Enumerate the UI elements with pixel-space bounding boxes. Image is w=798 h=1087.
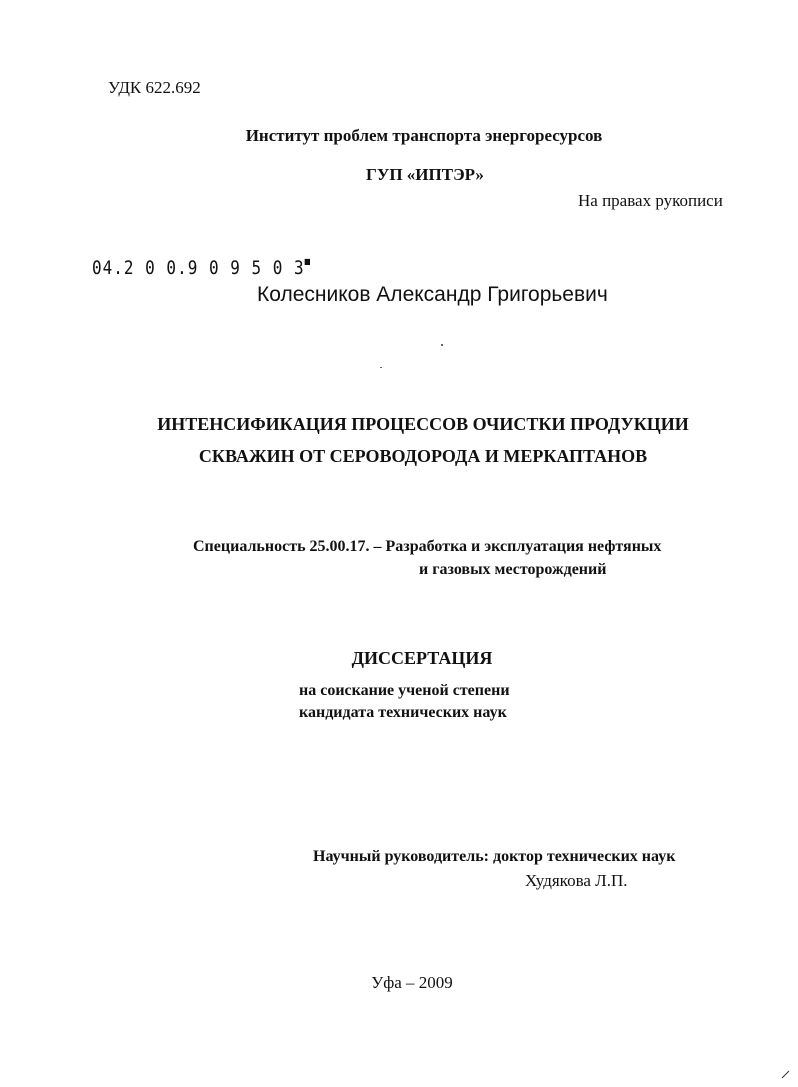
work-type: ДИССЕРТАЦИЯ — [351, 648, 493, 668]
degree-line-2: кандидата технических наук — [299, 704, 507, 721]
title-line-2: СКВАЖИН ОТ СЕРОВОДОРОДА И МЕРКАПТАНОВ — [198, 446, 648, 466]
specialty-line-1: Специальность 25.00.17. – Разработка и эксплуатация нефтяных — [193, 538, 662, 555]
udk-code: УДК 622.692 — [108, 78, 201, 97]
stamp-number: 04.2 0 0.9 0 9 5 0 3 — [92, 256, 305, 279]
institute-name: Институт проблем транспорта энергоресурсов — [245, 126, 603, 145]
organization-name: ГУП «ИПТЭР» — [366, 165, 484, 184]
manuscript-rights: На правах рукописи — [578, 191, 723, 210]
stamp-mark: ■ — [304, 256, 312, 269]
scan-speck — [380, 367, 382, 368]
supervisor-name: Худякова Л.П. — [525, 871, 628, 890]
dissertation-title — [0, 408, 798, 472]
degree-line-1: на соискание ученой степени — [299, 682, 510, 699]
scan-corner-mark — [780, 1068, 792, 1080]
supervisor-label: Научный руководитель: доктор технических наук — [313, 848, 676, 865]
title-line-1: ИНТЕНСИФИКАЦИЯ ПРОЦЕССОВ ОЧИСТКИ ПРОДУКЦИИ — [157, 414, 689, 434]
specialty-line-2: и газовых месторождений — [419, 561, 607, 578]
city-year: Уфа – 2009 — [371, 973, 453, 992]
scan-speck — [441, 344, 443, 346]
author-name: Колесников Александр Григорьевич — [257, 283, 608, 306]
registration-stamp — [92, 257, 311, 279]
